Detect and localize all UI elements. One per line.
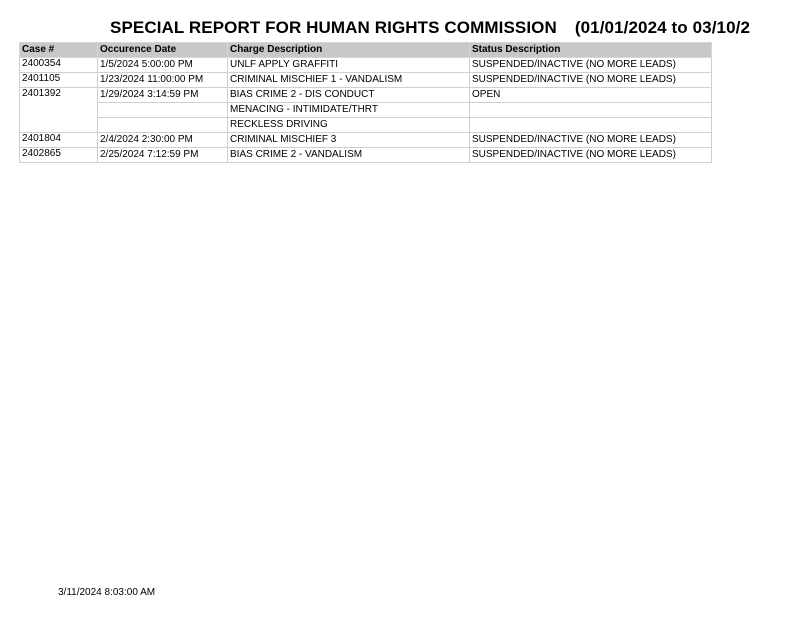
case-number: 2401105 [20, 73, 98, 88]
report-title [110, 18, 800, 38]
report-date-range: (01/01/2024 to 03/10/2 [574, 18, 751, 37]
case-number [20, 103, 98, 118]
occurrence-date [98, 118, 228, 133]
table-row [20, 118, 712, 133]
table-header-row [20, 43, 712, 58]
status-description [470, 103, 712, 118]
charge-description: CRIMINAL MISCHIEF 3 [228, 133, 470, 148]
case-number: 2401804 [20, 133, 98, 148]
status-description: SUSPENDED/INACTIVE (NO MORE LEADS) [470, 58, 712, 73]
status-description: SUSPENDED/INACTIVE (NO MORE LEADS) [470, 148, 712, 163]
report-table [19, 42, 712, 163]
report-title-text: SPECIAL REPORT FOR HUMAN RIGHTS COMMISSION [110, 18, 557, 37]
case-number: 2400354 [20, 58, 98, 73]
occurrence-date: 2/25/2024 7:12:59 PM [98, 148, 228, 163]
occurrence-date [98, 103, 228, 118]
column-header-case: Case # [20, 43, 98, 58]
charge-description: UNLF APPLY GRAFFITI [228, 58, 470, 73]
status-description [470, 118, 712, 133]
status-description: SUSPENDED/INACTIVE (NO MORE LEADS) [470, 133, 712, 148]
case-number: 2402865 [20, 148, 98, 163]
column-header-charge-description: Charge Description [228, 43, 470, 58]
charge-description: BIAS CRIME 2 - VANDALISM [228, 148, 470, 163]
table-row [20, 58, 712, 73]
table-row [20, 103, 712, 118]
charge-description: MENACING - INTIMIDATE/THRT [228, 103, 470, 118]
table-row [20, 88, 712, 103]
occurrence-date: 1/29/2024 3:14:59 PM [98, 88, 228, 103]
occurrence-date: 1/23/2024 11:00:00 PM [98, 73, 228, 88]
print-timestamp: 3/11/2024 8:03:00 AM [58, 587, 156, 598]
table-row [20, 148, 712, 163]
column-header-occurrence-date: Occurence Date [98, 43, 228, 58]
table-row [20, 133, 712, 148]
case-number [20, 118, 98, 133]
charge-description: BIAS CRIME 2 - DIS CONDUCT [228, 88, 470, 103]
case-number: 2401392 [20, 88, 98, 103]
occurrence-date: 2/4/2024 2:30:00 PM [98, 133, 228, 148]
table-row [20, 73, 712, 88]
occurrence-date: 1/5/2024 5:00:00 PM [98, 58, 228, 73]
status-description: OPEN [470, 88, 712, 103]
charge-description: CRIMINAL MISCHIEF 1 - VANDALISM [228, 73, 470, 88]
charge-description: RECKLESS DRIVING [228, 118, 470, 133]
column-header-status-description: Status Description [470, 43, 712, 58]
status-description: SUSPENDED/INACTIVE (NO MORE LEADS) [470, 73, 712, 88]
